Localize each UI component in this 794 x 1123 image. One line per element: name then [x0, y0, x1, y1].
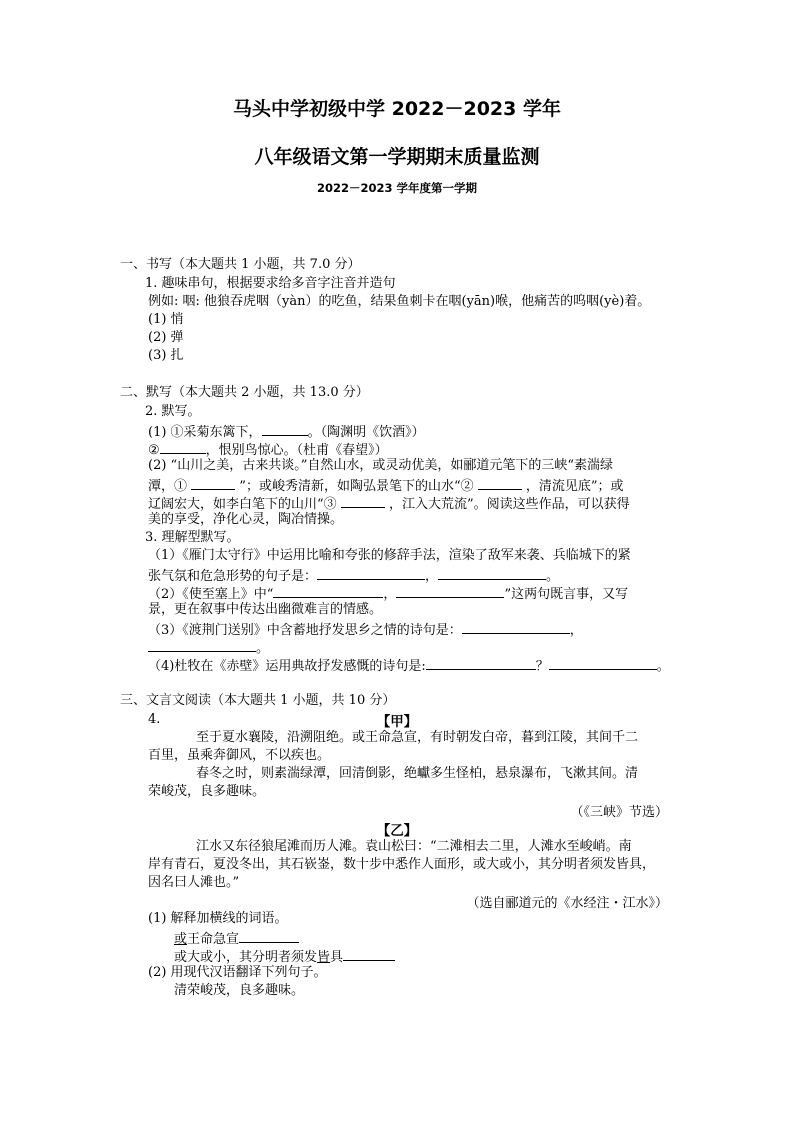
passage-yi-line-3: 因名曰人滩也。”: [148, 875, 240, 890]
subquestion-2: (2) 用现代汉语翻译下列句子。: [148, 965, 327, 980]
question-3-line-1: （1）《雁门太守行》中运用比喻和夸张的修辞手法，渲染了敌军来袭、兵临城下的紧: [148, 548, 631, 563]
question-3-line-2: 张气氛和危急形势的句子是： ， 。: [148, 565, 559, 586]
section1-heading: 一、书写（本大题共 1 小题，共 7.0 分）: [120, 257, 361, 272]
passage-jia-source: （《三峡》节选）: [570, 805, 668, 820]
exam-title-subject: 八年级语文第一学期期末质量监测: [254, 146, 540, 168]
question-3-line-6: 。: [148, 637, 269, 658]
question-3-line-3: （2）《使至塞上》中“ ， ”这两句既言事，又写: [148, 583, 628, 604]
question-3-line-4: 景，更在叙事中传达出幽微难言的情感。: [148, 602, 383, 617]
passage-jia-line-1: 至于夏水襄陵，沿溯阻绝。或王命急宣，有时朝发白帝，暮到江陵，其间千二: [196, 730, 639, 745]
question-4-number: 4.: [148, 712, 161, 727]
exam-title-school: 马头中学初级中学 2022－2023 学年: [233, 98, 561, 120]
answer-blank[interactable]: [478, 475, 522, 490]
section3-heading: 三、文言文阅读（本大题共 1 小题，共 10 分）: [120, 693, 396, 708]
passage-jia-line-2: 百里，虽乘奔御风，不以疾也。: [148, 748, 331, 763]
question-2: 2. 默写。: [145, 404, 201, 419]
answer-blank[interactable]: [462, 619, 570, 634]
subquestion-1: (1) 解释加横线的词语。: [148, 911, 288, 926]
word-item-1: 或王命急宣: [174, 928, 299, 949]
passage-jia-label: 【甲】: [376, 714, 418, 730]
passage-yi-line-2: 岸有青石，夏没冬出，其石嵚崟，数十步中悉作人面形，或大或小，其分明者须发皆具，: [148, 857, 656, 872]
passage-yi-source: （选自郦道元的《水经注・江水》）: [466, 896, 668, 911]
translation-sentence: 清荣峻茂，良多趣味。: [174, 983, 305, 998]
question-2-para-line-1: (2) “山川之美，古来共谈。”自然山水，或灵动优美，如郦道元笔下的三峡“素湍绿: [148, 458, 613, 473]
answer-blank[interactable]: [426, 655, 536, 670]
answer-blank[interactable]: [239, 928, 299, 943]
passage-jia-line-3: 春冬之时，则素湍绿潭，回清倒影，绝巘多生怪柏，悬泉瀑布，飞漱其间。清: [196, 766, 639, 781]
question-2-para-line-4: 美的享受，净化心灵，陶冶情操。: [148, 512, 344, 527]
underlined-word: 皆: [317, 950, 331, 965]
question-1-item-2: (2) 弹: [148, 330, 184, 345]
answer-blank[interactable]: [341, 493, 385, 508]
question-3-line-5: （3）《渡荆门送别》中含蓄地抒发思乡之情的诗句是： ，: [148, 619, 583, 640]
question-2-line-1: (1) ①采菊东篱下， 。（陶渊明《饮酒》）: [148, 421, 425, 442]
answer-blank[interactable]: [148, 637, 256, 652]
question-1-example: 例如: 咽: 他狼吞虎咽（yàn）的吃鱼，结果鱼刺卡在咽(yān)喉，他痛苦的呜咽(yè)着。: [148, 294, 651, 309]
question-3: 3. 理解型默写。: [145, 530, 240, 545]
section2-heading: 二、默写（本大题共 2 小题，共 13.0 分）: [120, 385, 369, 400]
answer-blank[interactable]: [160, 439, 206, 454]
question-2-para-line-2: 潭，① ”；或峻秀清新，如陶弘景笔下的山水“② ，清流见底”；或: [148, 475, 624, 496]
question-1: 1. 趣味串句，根据要求给多音字注音并造句: [145, 276, 396, 291]
answer-blank[interactable]: [262, 421, 308, 436]
answer-blank[interactable]: [273, 583, 383, 598]
answer-blank[interactable]: [549, 655, 657, 670]
passage-jia-line-4: 荣峻茂，良多趣味。: [148, 784, 266, 799]
question-1-item-3: (3) 扎: [148, 348, 184, 363]
answer-blank[interactable]: [343, 946, 395, 961]
answer-blank[interactable]: [438, 565, 546, 580]
question-3-line-7: （4)杜牧在《赤壁》运用典故抒发感慨的诗句是: ？ 。: [148, 655, 670, 676]
answer-blank[interactable]: [317, 565, 425, 580]
answer-blank[interactable]: [191, 475, 235, 490]
passage-yi-label: 【乙】: [376, 823, 418, 839]
exam-subtitle: 2022－2023 学年度第一学期: [316, 181, 478, 195]
question-2-line-2: ② ，恨别鸟惊心。（杜甫《春望》）: [148, 439, 388, 460]
answer-blank[interactable]: [396, 583, 504, 598]
question-1-item-1: (1) 悄: [148, 312, 184, 327]
passage-yi-line-1: 江水又东径狼尾滩而历人滩。袁山松曰：“二滩相去二里，人滩水至峻峭。南: [196, 839, 632, 854]
underlined-word: 或: [174, 932, 188, 947]
word-item-2: 或大或小，其分明者须发皆具: [174, 946, 395, 967]
question-2-para-line-3: 辽阔宏大，如李白笔下的山川“③ ，江入大荒流”。阅读这些作品，可以获得: [148, 493, 630, 514]
